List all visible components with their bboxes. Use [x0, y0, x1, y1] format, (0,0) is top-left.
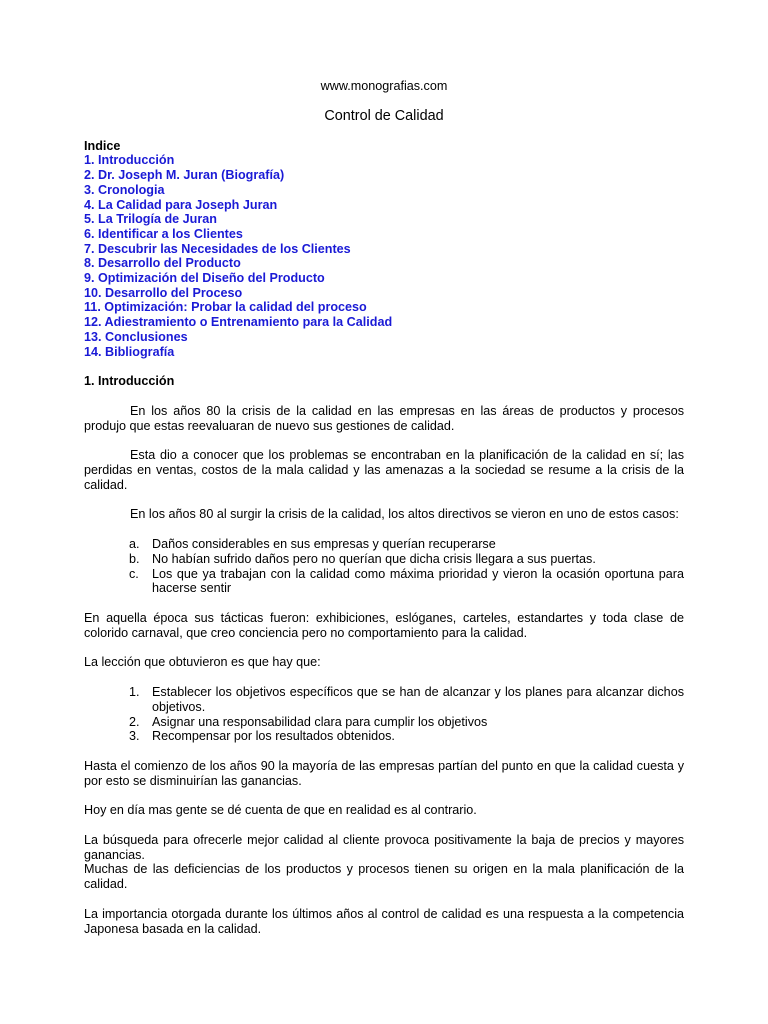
toc-link-introduccion[interactable]: 1. Introducción [84, 153, 175, 168]
paragraph: Hoy en día mas gente se dé cuenta de que en realidad es al contrario. [84, 803, 477, 818]
paragraph: En aquella época sus tácticas fueron: exhibiciones, eslóganes, carteles, estandartes y toda clase de colorido carnaval, que creo conciencia pero no comportamiento para la calidad. [84, 610, 684, 640]
toc-link-desarrollo-proceso[interactable]: 10. Desarrollo del Proceso [84, 285, 243, 300]
document-page [84, 79, 684, 936]
list-marker: c. [129, 566, 139, 581]
list-marker: 2. [129, 714, 140, 729]
document-title: Control de Calidad [324, 107, 444, 124]
toc-link-optimizacion-diseno[interactable]: 9. Optimización del Diseño del Producto [84, 271, 325, 286]
list-item-text: Asignar una responsabilidad clara para cumplir los objetivos [152, 714, 488, 729]
list-item-text: Recompensar por los resultados obtenidos. [152, 729, 395, 744]
list-marker: 1. [129, 685, 140, 700]
list-item [84, 729, 684, 744]
paragraph: Hasta el comienzo de los años 90 la mayoría de las empresas partían del punto en que la calidad cuesta y por esto se disminuirían las ganancias. [84, 758, 684, 788]
toc-link-calidad-juran[interactable]: 4. La Calidad para Joseph Juran [84, 197, 278, 212]
cases-list [84, 537, 684, 596]
paragraph: La importancia otorgada durante los últimos años al control de calidad es una respuesta a la competencia Japonesa basada en la calidad. [84, 906, 684, 936]
site-url: www.monografias.com [320, 79, 448, 93]
paragraph [84, 833, 684, 892]
table-of-contents [84, 153, 684, 359]
list-item-text: No habían sufrido daños pero no querían que dicha crisis llegara a sus puertas. [152, 551, 596, 566]
list-marker: 3. [129, 729, 140, 744]
paragraph: La lección que obtuvieron es que hay que: [84, 655, 321, 670]
toc-link-adiestramiento[interactable]: 12. Adiestramiento o Entrenamiento para la Calidad [84, 315, 393, 330]
paragraph: Esta dio a conocer que los problemas se encontraban en la planificación de la calidad en sí; las perdidas en ventas, costos de la mala calidad y las amenazas a la sociedad se resume a la crisis de la calidad. [84, 448, 684, 492]
sentence: La búsqueda para ofrecerle mejor calidad al cliente provoca positivamente la baja de precios y mayores ganancias. [84, 833, 684, 862]
list-marker: b. [129, 551, 140, 566]
sentence: Muchas de las deficiencias de los productos y procesos tienen su origen en la mala planificación de la calidad. [84, 862, 684, 892]
paragraph: En los años 80 al surgir la crisis de la calidad, los altos directivos se vieron en uno de estos casos: [130, 507, 679, 522]
list-item [84, 715, 684, 730]
section-heading-introduccion: 1. Introducción [84, 374, 175, 389]
list-item [84, 552, 684, 567]
toc-link-trilogia[interactable]: 5. La Trilogía de Juran [84, 212, 217, 227]
list-item-text: Daños considerables en sus empresas y querían recuperarse [152, 537, 496, 552]
toc-link-juran-biografia[interactable]: 2. Dr. Joseph M. Juran (Biografía) [84, 168, 285, 183]
list-item-text: Los que ya trabajan con la calidad como máxima prioridad y vieron la ocasión oportuna para hacerse sentir [152, 566, 684, 596]
list-marker: a. [129, 537, 140, 552]
toc-link-cronologia[interactable]: 3. Cronologia [84, 182, 165, 197]
list-item [84, 685, 684, 714]
list-item [84, 567, 684, 596]
index-heading: Indice [84, 138, 121, 153]
toc-link-necesidades-clientes[interactable]: 7. Descubrir las Necesidades de los Clientes [84, 241, 351, 256]
paragraph: En los años 80 la crisis de la calidad en las empresas en las áreas de productos y procesos produjo que estas reevaluaran de nuevo sus gestiones de calidad. [84, 403, 684, 433]
list-item [84, 537, 684, 552]
toc-link-optimizacion-proceso[interactable]: 11. Optimización: Probar la calidad del proceso [84, 300, 367, 315]
list-item-text: Establecer los objetivos específicos que se han de alcanzar y los planes para alcanzar dichos objetivos. [152, 685, 684, 714]
toc-link-conclusiones[interactable]: 13. Conclusiones [84, 329, 188, 344]
toc-link-desarrollo-producto[interactable]: 8. Desarrollo del Producto [84, 256, 241, 271]
toc-link-bibliografia[interactable]: 14. Bibliografía [84, 344, 175, 359]
lessons-list [84, 685, 684, 744]
toc-link-identificar-clientes[interactable]: 6. Identificar a los Clientes [84, 226, 243, 241]
